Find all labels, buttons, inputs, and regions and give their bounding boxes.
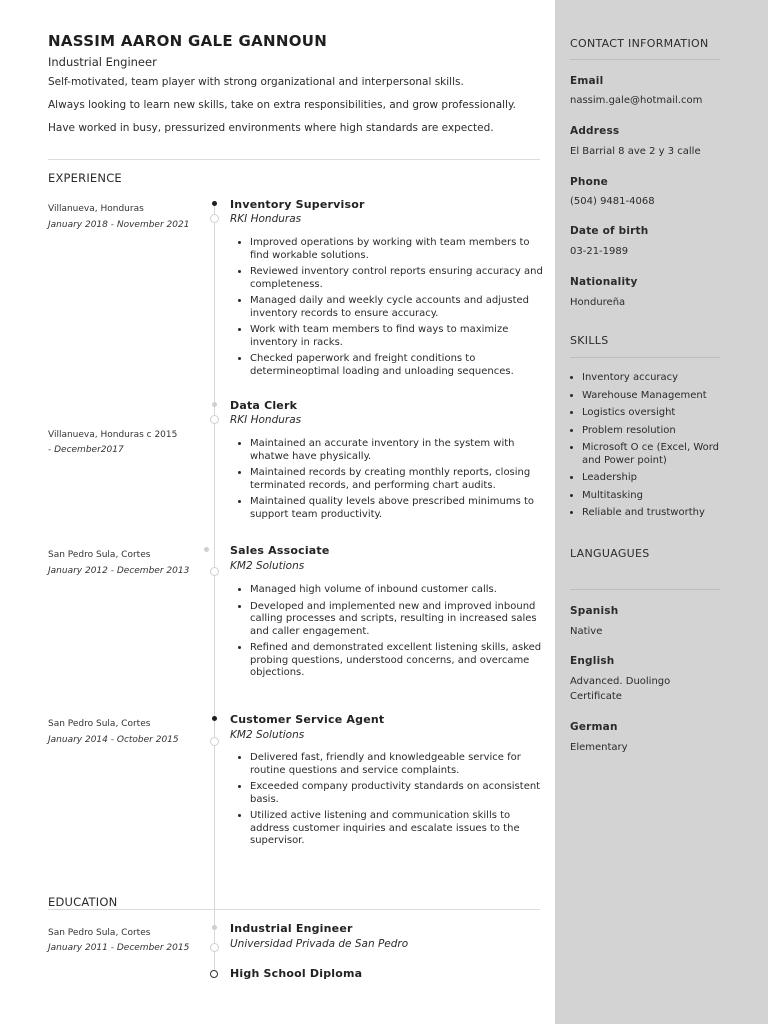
timeline-line [214,204,215,974]
divider [570,59,720,60]
list-item: • Maintained records by creating monthly reports, closing terminated records, and performing chart audits. [250,467,550,492]
nationality-label: Nationality [570,276,638,288]
job-bullets [236,584,550,684]
education-dates: January 2011 - December 2015 [48,943,190,953]
language-level: Elementary [570,742,628,753]
phone-value: (504) 9481-4068 [570,196,655,207]
education-heading: EDUCATION [48,895,118,909]
summary-line: Have worked in busy, pressurized environments where high standards are expected. [48,122,494,134]
timeline-dot [212,716,217,721]
job-dates: January 2012 - December 2013 [48,566,190,576]
divider [48,159,540,160]
language-level: Native [570,626,603,637]
skills-heading: SKILLS [570,334,609,347]
email-label: Email [570,75,604,87]
job-title: Sales Associate [230,544,330,557]
list-item: • Leadership [582,472,722,485]
dob-label: Date of birth [570,225,649,237]
list-item: • Refined and demonstrated excellent listening skills, asked probing questions, understood concerns, and overcame objections. [250,642,550,680]
list-item: • Multitasking [582,490,722,503]
contact-heading: CONTACT INFORMATION [570,37,709,50]
timeline-dot [204,547,209,552]
language-name: English [570,655,615,667]
list-item: • Problem resolution [582,425,722,438]
list-item: • Checked paperwork and freight conditions to determineoptimal loading and unloading sequences. [250,353,550,378]
education-degree: Industrial Engineer [230,922,353,935]
divider [570,357,720,358]
timeline-dot [212,201,217,206]
languages-heading: LANGUAGUES [570,547,650,560]
job-location: Villanueva, Honduras [48,204,144,214]
job-company: KM2 Solutions [230,729,305,741]
timeline-dot [210,415,219,424]
job-title: Customer Service Agent [230,713,385,726]
timeline-dot [210,737,219,746]
dob-value: 03-21-1989 [570,246,629,257]
list-item: • Work with team members to find ways to maximize inventory in racks. [250,324,550,349]
list-item: • Exceeded company productivity standards on aconsistent basis. [250,781,550,806]
job-location: Villanueva, Honduras c 2015 [48,430,178,440]
list-item: • Improved operations by working with team members to find workable solutions. [250,237,550,262]
job-dates: January 2014 - October 2015 [48,735,179,745]
timeline-dot [210,567,219,576]
job-company: RKI Honduras [230,213,302,225]
job-bullets [236,752,550,852]
language-name: German [570,721,618,733]
job-company: KM2 Solutions [230,560,305,572]
list-item: • Inventory accuracy [582,372,722,385]
timeline-dot [210,943,219,952]
education-school: Universidad Privada de San Pedro [230,938,409,950]
list-item: • Warehouse Management [582,390,722,403]
job-title: Inventory Supervisor [230,198,365,211]
address-label: Address [570,125,620,137]
candidate-role: Industrial Engineer [48,55,157,69]
list-item: • Reviewed inventory control reports ensuring accuracy and completeness. [250,266,550,291]
candidate-name: NASSIM AARON GALE GANNOUN [48,32,328,50]
timeline-dot [210,214,219,223]
list-item: • Reliable and trustworthy [582,507,722,520]
education-location: San Pedro Sula, Cortes [48,928,151,938]
list-item: • Maintained quality levels above prescribed minimums to support team productivity. [250,496,550,521]
experience-heading: EXPERIENCE [48,171,122,185]
timeline-dot [212,925,217,930]
job-company: RKI Honduras [230,414,302,426]
summary-line: Always looking to learn new skills, take on extra responsibilities, and grow professionally. [48,99,517,111]
job-location: San Pedro Sula, Cortes [48,550,151,560]
nationality-value: Hondureña [570,297,626,308]
address-value: El Barrial 8 ave 2 y 3 calle [570,146,701,157]
timeline-dot [212,402,217,407]
education-degree: High School Diploma [230,967,363,980]
list-item: • Logistics oversight [582,407,722,420]
list-item: • Managed high volume of inbound customer calls. [250,584,550,597]
list-item: • Developed and implemented new and improved inbound calling processes and scripts, resulting in increased sales and caller engagement. [250,601,550,639]
email-value[interactable]: nassim.gale@hotmail.com [570,95,703,106]
job-dates: - December2017 [48,445,124,455]
job-dates: January 2018 - November 2021 [48,220,190,230]
job-bullets [236,237,550,382]
job-title: Data Clerk [230,399,298,412]
list-item: • Utilized active listening and communication skills to address customer inquiries and escalate issues to the supervisor. [250,810,550,848]
language-name: Spanish [570,605,619,617]
list-item: • Microsoft O ce (Excel, Word and Power point) [582,442,722,467]
skills-list [571,372,722,525]
list-item: • Managed daily and weekly cycle accounts and adjusted inventory records to ensure accuracy. [250,295,550,320]
phone-label: Phone [570,176,608,188]
job-bullets [236,438,550,525]
list-item: • Delivered fast, friendly and knowledgeable service for routine questions and service complaints. [250,752,550,777]
summary-line: Self-motivated, team player with strong organizational and interpersonal skills. [48,76,464,88]
timeline-dot [210,970,218,978]
list-item: • Maintained an accurate inventory in the system with whatwe have physically. [250,438,550,463]
language-level: Advanced. Duolingo Certificate [570,676,671,702]
divider [48,909,540,910]
job-location: San Pedro Sula, Cortes [48,719,151,729]
divider [570,589,720,590]
